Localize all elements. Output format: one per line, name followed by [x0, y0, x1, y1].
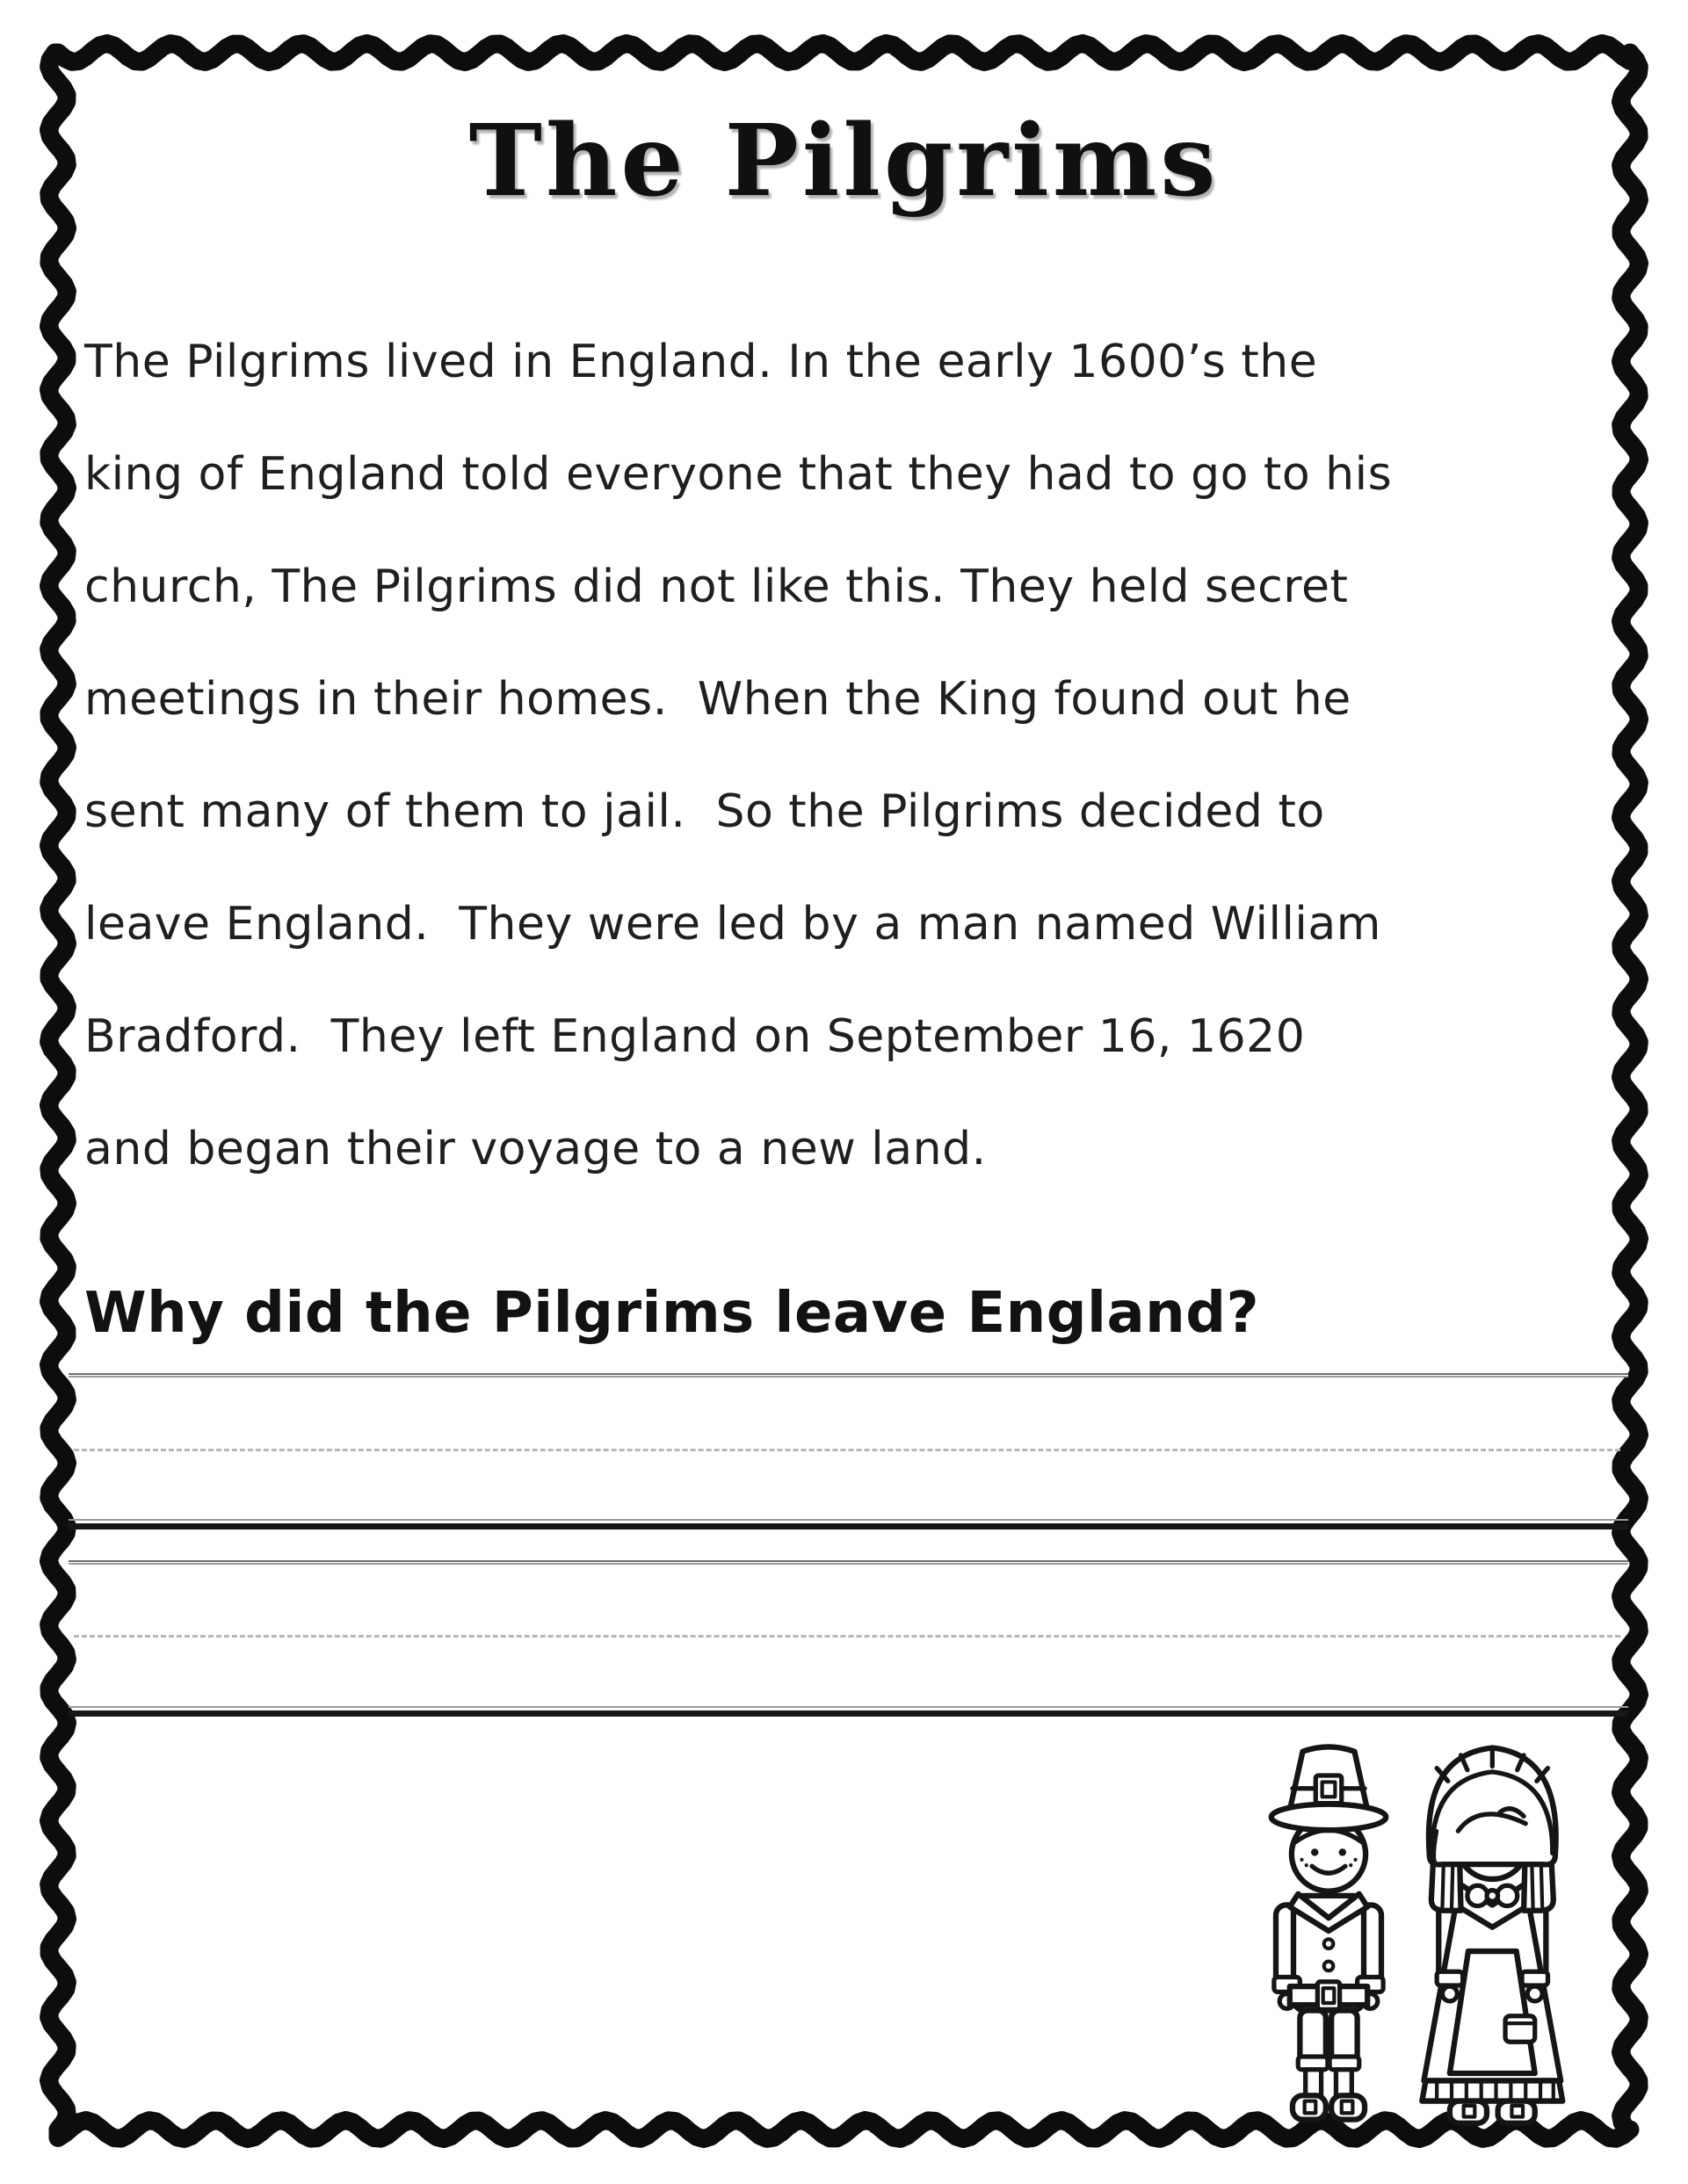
- passage-line: king of England told everyone that they had to go to his: [84, 448, 1393, 501]
- passage-line: meetings in their homes. When the King found out he: [84, 673, 1351, 726]
- page-title: The Pilgrims: [468, 104, 1220, 219]
- passage-line: leave England. They were led by a man named William: [84, 898, 1381, 951]
- answer-line-2-mid-dashed: [74, 1635, 1620, 1638]
- passage-line: sent many of them to jail. So the Pilgrims decided to: [84, 785, 1325, 838]
- pilgrim-children-illustration: [1241, 1713, 1592, 2126]
- answer-writing-area[interactable]: [69, 1367, 1628, 1727]
- pilgrim-boy-figure: [1271, 1746, 1387, 2119]
- answer-line-1-top-guide: [69, 1373, 1628, 1378]
- comprehension-question: Why did the Pilgrims leave England?: [84, 1281, 1260, 1346]
- passage-line: and began their voyage to a new land.: [84, 1123, 987, 1175]
- passage-line: Bradford. They left England on September 16, 1620: [84, 1010, 1306, 1063]
- reading-passage: [84, 306, 1613, 1205]
- passage-line: The Pilgrims lived in England. In the early 1600’s the: [84, 336, 1318, 388]
- answer-line-1-baseline: [69, 1519, 1628, 1530]
- answer-line-2-top-guide: [69, 1560, 1628, 1565]
- answer-line-1-mid-dashed: [74, 1449, 1620, 1451]
- pilgrim-girl-figure: [1422, 1747, 1562, 2123]
- passage-line: church, The Pilgrims did not like this. They held secret: [84, 560, 1349, 613]
